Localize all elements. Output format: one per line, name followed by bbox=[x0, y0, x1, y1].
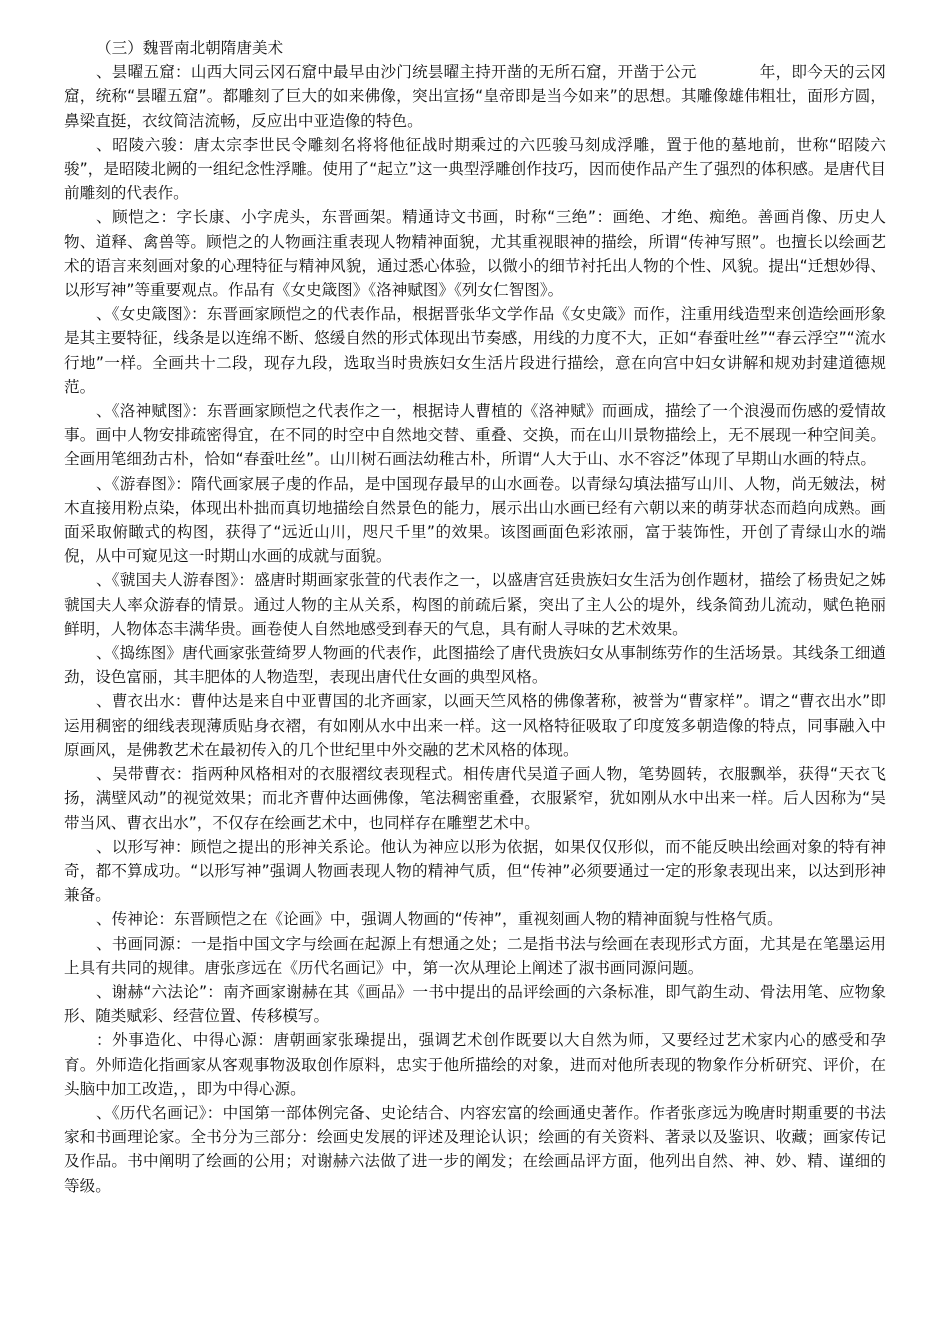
paragraph-famous-paintings-record: 、《历代名画记》：中国第一部体例完备、史论结合、内容宏富的绘画通史著作。作者张彦远为晚唐时期重要的书法家和书画理论家。全书分为三部分：绘画史发展的评述及理论认识；绘画的有关资料、著录以及鉴识、收藏；画家传记及作品。书中阐明了绘画的公用；对谢赫六法做了进一步的阐发；在绘画品评方面，他列出自然、神、妙、精、谨细的等级。 bbox=[64, 1103, 886, 1195]
paragraph-lady-guoguo-spring-outing: 、《虢国夫人游春图》：盛唐时期画家张萱的代表作之一，以盛唐宫廷贵族妇女生活为创作题材，描绘了杨贵妃之姊虢国夫人率众游春的情景。通过人物的主从关系，构图的前疏后紧，突出了主人公的堤外，线条简劲儿流动，赋色艳丽鲜明，人物体态丰满华贵。画卷使人自然地感受到春天的气息，具有耐人寻味的艺术效果。 bbox=[64, 571, 886, 638]
paragraph-calligraphy-painting-same-source: 、书画同源：一是指中国文字与绘画在起源上有想通之处；二是指书法与绘画在表现形式方面，尤其是在笔墨运用上具有共同的规律。唐张彦远在《历代名画记》中，第一次从理论上阐述了淑书画同源问题。 bbox=[64, 934, 886, 977]
section-heading: （三）魏晋南北朝隋唐美术 bbox=[96, 39, 284, 57]
paragraph-gu-kaizhi: 、顾恺之：字长康、小字虎头，东晋画架。精通诗文书画，时称“三绝”：画绝、才绝、痴绝。善画肖像、历史人物、道释、禽兽等。顾恺之的人物画注重表现人物精神面貌，尤其重视眼神的描绘，所谓“传神写照”。也擅长以绘画艺术的语言来刻画对象的心理特征与精神风貌，通过悉心体验，以微小的细节衬托出人物的个性、风貌。提出“迁想妙得、以形写神”等重要观点。作品有《女史箴图》《洛神赋图》《列女仁智图》。 bbox=[64, 208, 886, 300]
paragraph-admonitions-scroll: 、《女史箴图》：东晋画家顾恺之的代表作品，根据晋张华文学作品《女史箴》而作，注重用线造型来创造绘画形象是其主要特征，线条是以连绵不断、悠缓自然的形式体现出节奏感，用线的力度不大，正如“春蚕吐丝”“春云浮空”“流水行地”一样。全画共十二段，现存九段，选取当时贵族妇女生活片段进行描绘，意在向宫中妇女讲解和规劝封建道德规范。 bbox=[64, 305, 886, 396]
paragraph-zhaoling-six-steeds: 、昭陵六骏：唐太宗李世民令雕刻名将将他征战时期乘过的六匹骏马刻成浮雕，置于他的墓地前，世称“昭陵六骏”，是昭陵北阙的一组纪念性浮雕。使用了“起立”这一典型浮雕创作技巧，因而使作品产生了强烈的体积感。是唐代目前雕刻的代表作。 bbox=[64, 135, 886, 203]
paragraph-form-conveys-spirit: 、以形写神：顾恺之提出的形神关系论。他认为神应以形为依据，如果仅仅形似，而不能反映出绘画对象的特有神奇，都不算成功。“以形写神”强调人物画表现人物的精神气质，但“传神”必须要通过一定的形象表现出来，以达到形神兼备。 bbox=[64, 837, 886, 905]
paragraph-spring-outing: 、《游春图》：隋代画家展子虔的作品，是中国现存最早的山水画卷。以青绿勾填法描写山川、人物，尚无皴法，树木直接用粉点染，体现出朴拙而真切地描绘自然景色的能力，展示出山水画已经有六朝以来的萌芽状态而趋向成熟。画面采取俯瞰式的构图，获得了“远近山川，咫尺千里”的效果。该图画面色彩浓丽，富于装饰性，开创了青绿山水的端倪，从中可窥见这一时期山水画的成就与面貌。 bbox=[64, 474, 886, 566]
paragraph-cao-robes-out-of-water: 、曹衣出水：曹仲达是来自中亚曹国的北齐画家，以画天竺风格的佛像著称，被誉为“曹家样”。谓之“曹衣出水”即运用稠密的细线表现薄质贴身衣褶，有如刚从水中出来一样。这一风格特征吸取了印度笈多朝造像的特点，同事融入中原画风，是佛教艺术在最初传入的几个世纪里中外交融的艺术风格的体现。 bbox=[64, 692, 886, 759]
paragraph-learn-from-nature: ：外事造化、中得心源：唐朝画家张璪提出，强调艺术创作既要以大自然为师，又要经过艺术家内心的感受和孕育。外师造化指画家从客观事物汲取创作原料，忠实于他所描绘的对象，进而对他所表现的物象作分析研究、评价，在头脑中加工改造，，即为中得心源。 bbox=[64, 1031, 886, 1098]
paragraph-nymph-of-luo-river: 、《洛神赋图》：东晋画家顾恺之代表作之一，根据诗人曹植的《洛神赋》而画成，描绘了一个浪漫而伤感的爱情故事。画中人物安排疏密得宜，在不同的时空中自然地交替、重叠、交换，而在山川景物描绘上，无不展现一种空间美。全画用笔细劲古朴，恰如“春蚕吐丝”。山川树石画法幼稚古朴，所谓“人大于山、水不容泛”体现了早期山水画的特点。 bbox=[64, 402, 886, 469]
paragraph-wu-sash-cao-robe: 、吴带曹衣：指两种风格相对的衣服褶纹表现程式。相传唐代吴道子画人物，笔势圆转，衣服飘举，获得“天衣飞扬，满壁风动”的视觉效果；而北齐曹仲达画佛像，笔法稠密重叠，衣服紧窄，犹如刚从水中出来一样。后人因称为“吴带当风、曹衣出水”，不仅存在绘画艺术中，也同样存在雕塑艺术中。 bbox=[64, 765, 886, 832]
paragraph-pounding-silk: 、《捣练图》唐代画家张萱绮罗人物画的代表作，此图描绘了唐代贵族妇女从事制练劳作的生活场景。其线条工细遒劲，设色富丽，其丰肥体的人物造型，表现出唐代仕女画的典型风格。 bbox=[64, 644, 886, 687]
paragraph-spirit-theory: 、传神论：东晋顾恺之在《论画》中，强调人物画的“传神”，重视刻画人物的精神面貌与性格气质。 bbox=[96, 910, 783, 929]
paragraph-tanyao-five-caves: 、昙曜五窟：山西大同云冈石窟中最早由沙门统昙曜主持开凿的无所石窟，开凿于公元 年，即今天的云冈 窟，统称“昙曜五窟”。都雕刻了巨大的如来佛像，突出宣扬“皇帝即是当今如来”的思想。其雕像雄伟粗壮，面形方圆，鼻梁直挺，衣纹简洁流畅，反应出中亚造像的特色。 bbox=[64, 63, 933, 130]
paragraph-xie-he-six-principles: 、谢赫“六法论”：南齐画家谢赫在其《画品》一书中提出的品评绘画的六条标准，即气韵生动、骨法用笔、应物象形、随类赋彩、经营位置、传移模写。 bbox=[64, 982, 886, 1026]
document-page bbox=[64, 36, 933, 1198]
